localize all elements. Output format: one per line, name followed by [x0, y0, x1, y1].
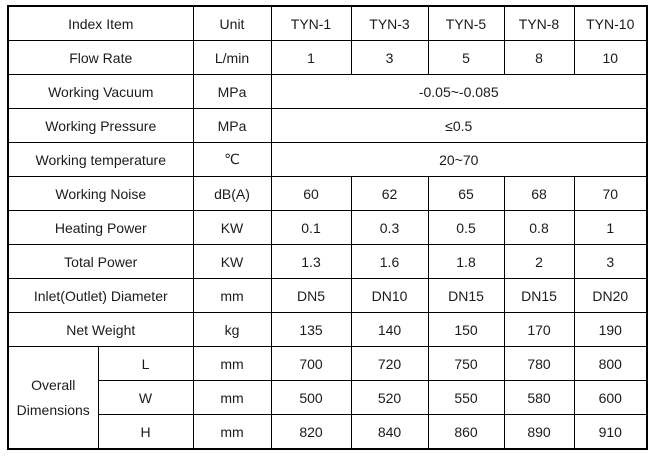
- flow-rate-value: 10: [574, 41, 647, 75]
- working-pressure-value: ≤0.5: [271, 109, 647, 143]
- working-noise-value: 62: [351, 177, 428, 211]
- dimension-l-unit: mm: [193, 347, 271, 381]
- row-working-temperature: [8, 143, 647, 177]
- dimension-w-value: 600: [574, 381, 647, 415]
- working-noise-value: 60: [271, 177, 351, 211]
- dimension-l-label: L: [98, 347, 193, 381]
- working-noise-value: 65: [428, 177, 504, 211]
- net-weight-value: 140: [351, 313, 428, 347]
- row-total-power: [8, 245, 647, 279]
- inlet-outlet-diameter-value: DN20: [574, 279, 647, 313]
- total-power-label: Total Power: [8, 245, 193, 279]
- flow-rate-value: 5: [428, 41, 504, 75]
- header-model-tyn-10: TYN-10: [574, 6, 647, 41]
- net-weight-label: Net Weight: [8, 313, 193, 347]
- header-model-tyn-8: TYN-8: [504, 6, 574, 41]
- total-power-value: 1.8: [428, 245, 504, 279]
- row-heating-power: [8, 211, 647, 245]
- working-temperature-label: Working temperature: [8, 143, 193, 177]
- net-weight-value: 135: [271, 313, 351, 347]
- dimension-l-value: 720: [351, 347, 428, 381]
- total-power-value: 1.3: [271, 245, 351, 279]
- flow-rate-value: 3: [351, 41, 428, 75]
- working-temperature-value: 20~70: [271, 143, 647, 177]
- dimension-w-value: 500: [271, 381, 351, 415]
- heating-power-label: Heating Power: [8, 211, 193, 245]
- net-weight-value: 170: [504, 313, 574, 347]
- inlet-outlet-diameter-value: DN15: [504, 279, 574, 313]
- dimension-l-value: 800: [574, 347, 647, 381]
- dimension-h-value: 890: [504, 415, 574, 450]
- working-temperature-unit: ℃: [193, 143, 271, 177]
- row-dimensions-l: [8, 347, 647, 381]
- row-inlet-outlet-diameter: [8, 279, 647, 313]
- dimension-w-unit: mm: [193, 381, 271, 415]
- dimension-h-unit: mm: [193, 415, 271, 450]
- inlet-outlet-diameter-unit: mm: [193, 279, 271, 313]
- working-pressure-label: Working Pressure: [8, 109, 193, 143]
- row-working-vacuum: [8, 75, 647, 109]
- row-dimensions-h: [8, 415, 647, 450]
- total-power-unit: KW: [193, 245, 271, 279]
- row-working-pressure: [8, 109, 647, 143]
- inlet-outlet-diameter-value: DN5: [271, 279, 351, 313]
- working-noise-value: 70: [574, 177, 647, 211]
- flow-rate-label: Flow Rate: [8, 41, 193, 75]
- flow-rate-value: 1: [271, 41, 351, 75]
- working-vacuum-label: Working Vacuum: [8, 75, 193, 109]
- working-vacuum-unit: MPa: [193, 75, 271, 109]
- dimension-h-value: 860: [428, 415, 504, 450]
- heating-power-value: 0.3: [351, 211, 428, 245]
- dimension-w-value: 520: [351, 381, 428, 415]
- header-unit: Unit: [193, 6, 271, 41]
- heating-power-value: 0.5: [428, 211, 504, 245]
- dimension-w-value: 550: [428, 381, 504, 415]
- working-noise-label: Working Noise: [8, 177, 193, 211]
- net-weight-value: 190: [574, 313, 647, 347]
- dimension-w-value: 580: [504, 381, 574, 415]
- dimension-h-value: 820: [271, 415, 351, 450]
- heating-power-unit: KW: [193, 211, 271, 245]
- dimension-w-label: W: [98, 381, 193, 415]
- total-power-value: 2: [504, 245, 574, 279]
- inlet-outlet-diameter-value: DN15: [428, 279, 504, 313]
- net-weight-value: 150: [428, 313, 504, 347]
- header-model-tyn-1: TYN-1: [271, 6, 351, 41]
- dimension-l-value: 780: [504, 347, 574, 381]
- inlet-outlet-diameter-value: DN10: [351, 279, 428, 313]
- dimension-h-value: 910: [574, 415, 647, 450]
- spec-table: [7, 5, 648, 450]
- overall-dimensions-label: Overall Dimensions: [8, 347, 98, 450]
- dimension-h-value: 840: [351, 415, 428, 450]
- dimension-h-label: H: [98, 415, 193, 450]
- heating-power-value: 0.8: [504, 211, 574, 245]
- net-weight-unit: kg: [193, 313, 271, 347]
- flow-rate-unit: L/min: [193, 41, 271, 75]
- total-power-value: 3: [574, 245, 647, 279]
- flow-rate-value: 8: [504, 41, 574, 75]
- row-working-noise: [8, 177, 647, 211]
- row-dimensions-w: [8, 381, 647, 415]
- header-model-tyn-5: TYN-5: [428, 6, 504, 41]
- inlet-outlet-diameter-label: Inlet(Outlet) Diameter: [8, 279, 193, 313]
- header-model-tyn-3: TYN-3: [351, 6, 428, 41]
- heating-power-value: 0.1: [271, 211, 351, 245]
- header-index-item: Index Item: [8, 6, 193, 41]
- dimension-l-value: 700: [271, 347, 351, 381]
- dimension-l-value: 750: [428, 347, 504, 381]
- row-flow-rate: [8, 41, 647, 75]
- row-net-weight: [8, 313, 647, 347]
- header-row: [8, 6, 647, 41]
- working-vacuum-value: -0.05~-0.085: [271, 75, 647, 109]
- working-noise-unit: dB(A): [193, 177, 271, 211]
- heating-power-value: 1: [574, 211, 647, 245]
- working-noise-value: 68: [504, 177, 574, 211]
- working-pressure-unit: MPa: [193, 109, 271, 143]
- total-power-value: 1.6: [351, 245, 428, 279]
